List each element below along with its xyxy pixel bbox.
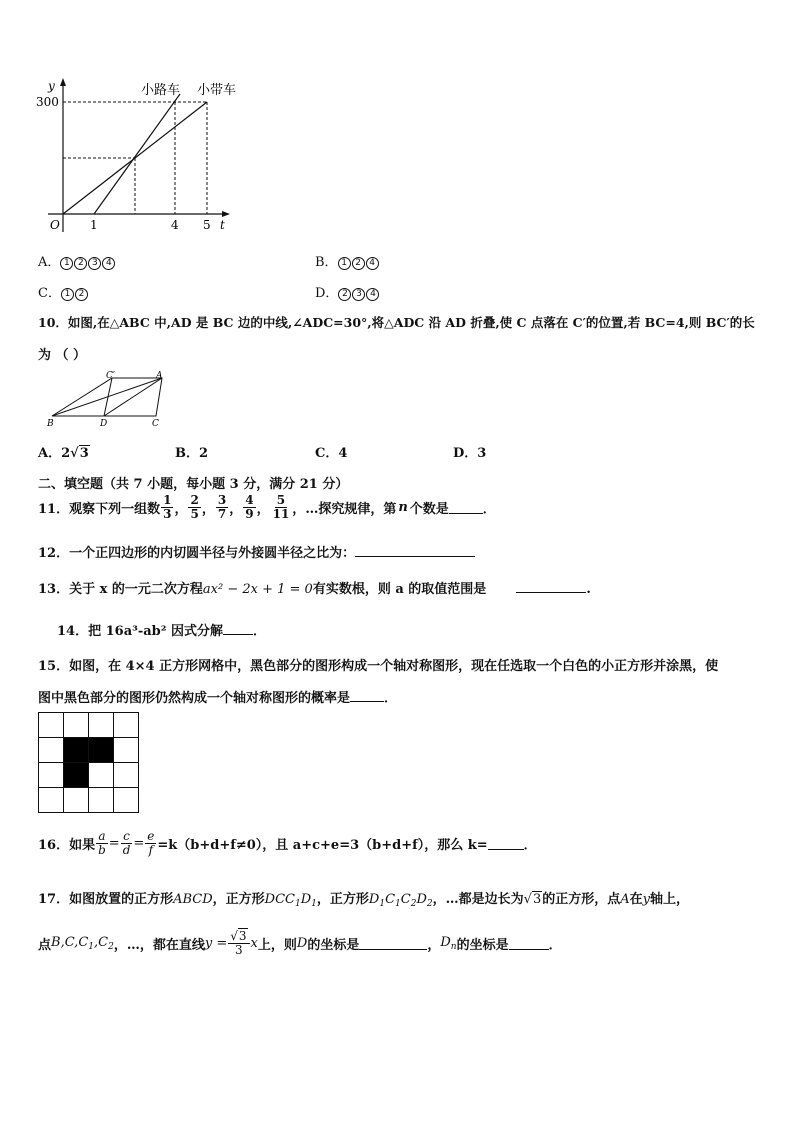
- origin-label: O: [50, 218, 60, 232]
- fraction: $\frac{3}{7}$: [217, 493, 227, 521]
- mark: 2: [352, 257, 365, 270]
- q17-answer-blank-2[interactable]: [509, 937, 549, 950]
- x-tick-1: 1: [90, 218, 98, 232]
- fraction: $\frac{2}{5}$: [190, 493, 199, 521]
- q17-text: 17．如图放置的正方形: [38, 892, 174, 907]
- y-axis-label: y: [48, 79, 55, 93]
- q15-line1: 15．如图，在 4×4 正方形网格中，黑色部分的图形构成一个轴对称图形，现在任选取一个白色的小正方形并涂黑，使: [38, 659, 719, 674]
- q17-text: 点: [38, 938, 52, 953]
- sqrt: √3: [70, 446, 89, 461]
- q16-answer-blank[interactable]: [488, 837, 524, 850]
- fraction: $\frac{4}{9}$: [245, 493, 254, 521]
- black-cell: [63, 762, 88, 787]
- q11-prefix: 11．观察下列一组数: [38, 502, 161, 517]
- q17-line-x: x: [250, 936, 258, 951]
- q17-text: 轴上，: [650, 892, 690, 907]
- q11-suffix-a: …探究规律，第: [305, 502, 397, 517]
- q11-answer-blank[interactable]: [449, 501, 483, 514]
- q17-text: ，…，都在直线: [113, 938, 205, 953]
- fraction: $\frac{a}{b}$: [98, 829, 106, 857]
- q12: [38, 542, 475, 561]
- q17-text: 的坐标是: [307, 938, 360, 953]
- radicand: 3: [532, 892, 542, 907]
- q9-option-d[interactable]: [315, 282, 380, 301]
- q12-text: 12．一个正四边形的内切圆半径与外接圆半径之比为：: [38, 546, 356, 561]
- q10-figure: [44, 370, 174, 430]
- q13-end: .: [586, 582, 591, 597]
- q17-y: y: [642, 892, 651, 907]
- q12-answer-blank[interactable]: [355, 544, 475, 557]
- q11-n: n: [398, 500, 408, 515]
- q10-option-d[interactable]: D．3: [453, 446, 487, 461]
- q10-option-b[interactable]: B．2: [175, 446, 209, 461]
- fraction: $\frac{c}{d}$: [122, 829, 131, 857]
- q17-DCC1D1: $DCC_1D_1$: [264, 892, 317, 909]
- y-axis-arrow: [60, 78, 66, 86]
- q14-end: ．: [252, 624, 266, 639]
- pt-Cp: C′: [106, 371, 115, 381]
- q17-text: 在: [629, 892, 643, 907]
- q10-line2: 为 （ ）: [38, 348, 87, 363]
- q16: 16．如果 $\frac{a}{b}$ = $\frac{c}{d}$ = $\frac{e}{f}$ =k（b+d+f≠0），且 a+c+e=3（b+d+f），那么 k= ．: [38, 829, 537, 857]
- q9-option-c[interactable]: [38, 282, 89, 301]
- q17-text: ，正方形: [316, 892, 369, 907]
- mark: 2: [74, 257, 87, 270]
- q14: [57, 620, 266, 639]
- q17-D1C1C2D2: $D_1C_1C_2D_2$: [368, 892, 433, 909]
- q17-line2: [38, 930, 562, 957]
- pt-D: D: [100, 419, 108, 429]
- fraction: $\frac{1}{3}$: [163, 493, 172, 521]
- x-tick-4: 4: [171, 218, 179, 232]
- fraction: $\frac{5}{11}$: [272, 493, 290, 521]
- y-tick-300: 300: [36, 95, 59, 109]
- q14-answer-blank[interactable]: [223, 622, 253, 635]
- q11: 11．观察下列一组数 $\frac{1}{3}$ ， $\frac{2}{5}$ ， $\frac{3}{7}$ ， $\frac{4}{9}$ ， $\frac{5}{11}$ ， …探究规律，第 n 个数是 ．: [38, 493, 496, 521]
- q13: [38, 578, 591, 597]
- q17-text: ，正方形: [212, 892, 265, 907]
- q9-figure: [30, 72, 260, 242]
- q17-text: 的坐标是: [456, 938, 509, 953]
- q15-line2-text: 图中黑色部分的图形仍然构成一个轴对称图形的概率是: [38, 691, 351, 706]
- mark: 1: [338, 257, 351, 270]
- q9-option-a[interactable]: [38, 251, 116, 270]
- q17-D: D: [296, 936, 308, 951]
- series-label-xiaodai: 小带车: [197, 83, 237, 98]
- q17-points: $B,C,C_1,C_2$: [51, 935, 114, 952]
- q11-end: ．: [482, 502, 496, 517]
- mark: 4: [366, 288, 379, 301]
- x-tick-5: 5: [203, 218, 211, 232]
- pt-A: A: [156, 371, 163, 381]
- q17-end: ．: [548, 938, 562, 953]
- q9-option-b[interactable]: [315, 251, 380, 270]
- q16-end: ．: [523, 838, 537, 853]
- mark: 2: [75, 288, 88, 301]
- q10-option-c[interactable]: C．4: [315, 446, 348, 461]
- q14-text: 14．把 16a³-ab² 因式分解: [57, 624, 223, 639]
- q13-equation: ax² − 2x + 1 = 0: [202, 582, 313, 597]
- q16-mid: =k（b+d+f≠0），且 a+c+e=3（b+d+f），那么 k=: [157, 838, 488, 853]
- q15-grid-figure: [38, 712, 139, 813]
- fraction: $\frac{e}{f}$: [147, 829, 155, 857]
- q17-text: ，: [427, 938, 441, 953]
- q9-option-b-label: B．: [315, 255, 338, 270]
- q17-text: 的正方形，点: [542, 892, 621, 907]
- q15-line2: [38, 687, 397, 706]
- q17-line1: [38, 888, 689, 909]
- x-axis-label: t: [220, 218, 225, 232]
- series-label-xiaolu: 小路车: [141, 83, 181, 98]
- q13-suffix: 有实数根，则 a 的取值范围是: [312, 582, 487, 597]
- radicand: 3: [238, 929, 247, 943]
- q10-option-a[interactable]: [38, 442, 90, 461]
- q13-answer-blank[interactable]: [516, 580, 586, 593]
- q17-A: A: [620, 892, 630, 907]
- mark: 4: [366, 257, 379, 270]
- sqrt: √3: [523, 892, 542, 907]
- q10-option-a-label: A．2: [38, 446, 71, 461]
- pt-B: B: [47, 419, 54, 429]
- q17-text: ，…都是边长为: [432, 892, 524, 907]
- q9-option-c-label: C．: [38, 286, 61, 301]
- pt-C: C: [152, 419, 159, 429]
- mark: 4: [102, 257, 115, 270]
- q17-answer-blank-1[interactable]: [359, 937, 427, 950]
- radicand: 3: [79, 446, 89, 461]
- q17-ABCD: ABCD: [173, 892, 213, 907]
- q9-option-d-label: D．: [315, 286, 339, 301]
- mark: 3: [352, 288, 365, 301]
- q11-suffix-b: 个数是: [409, 502, 449, 517]
- mark: 1: [61, 288, 74, 301]
- mark: 3: [88, 257, 101, 270]
- q16-prefix: 16．如果: [38, 838, 96, 853]
- q17-text: 上，则: [257, 938, 297, 953]
- section-2-heading: 二、填空题（共 7 小题，每小题 3 分，满分 21 分）: [38, 477, 349, 492]
- q17-line-y: y =: [204, 936, 228, 951]
- q10-line1: 10．如图,在△ABC 中,AD 是 BC 边的中线,∠ADC=30°,将△ADC 沿 AD 折叠,使 C 点落在 C′的位置,若 BC=4,则 BC′的长: [38, 315, 755, 330]
- mark: 2: [338, 288, 351, 301]
- q9-option-a-label: A．: [38, 255, 61, 270]
- q13-prefix: 13．关于 x 的一元二次方程: [38, 582, 203, 597]
- line-xiaolu: [94, 94, 180, 214]
- q15-answer-blank[interactable]: [350, 689, 384, 702]
- mark: 1: [60, 257, 73, 270]
- q17-Dn: $D_n$: [440, 935, 457, 952]
- x-axis-arrow: [222, 211, 230, 217]
- fraction: $\frac{√3}{3}$: [228, 930, 249, 957]
- q15-end: ．: [384, 691, 398, 706]
